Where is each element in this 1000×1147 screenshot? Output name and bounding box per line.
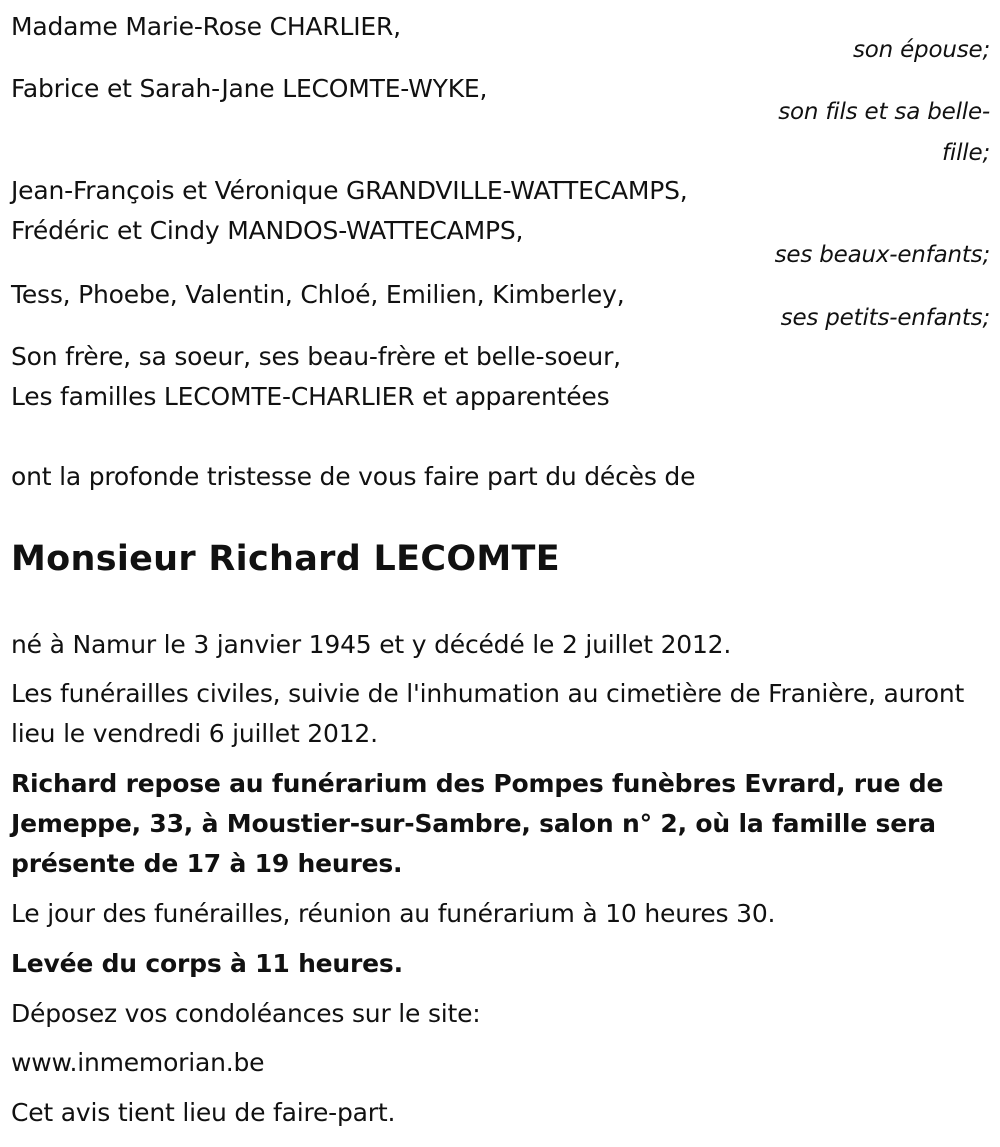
birth-death-text: né à Namur le 3 janvier 1945 et y décédé le 2 juillet 2012. [11,630,732,659]
departure-text: Levée du corps à 11 heures. [11,949,403,978]
deceased-name: Monsieur Richard LECOMTE [11,539,560,579]
family-name-son: Fabrice et Sarah-Jane LECOMTE-WYKE, [11,74,488,103]
website-link[interactable]: www.inmemorian.be [11,1048,265,1077]
notice-text: Cet avis tient lieu de faire-part. [11,1098,396,1127]
family-name-stepchild-2: Frédéric et Cindy MANDOS-WATTECAMPS, [11,216,524,245]
relation-spouse: son épouse; [852,37,990,63]
meeting-text: Le jour des funérailles, réunion au funérarium à 10 heures 30. [11,899,776,928]
relation-stepchildren: ses beaux-enfants; [774,242,990,268]
family-name-relatives: Les familles LECOMTE-CHARLIER et apparentées [11,382,610,411]
relation-son-line2: fille; [942,140,990,166]
family-name-stepchild-1: Jean-François et Véronique GRANDVILLE-WATTECAMPS, [11,176,688,205]
relation-grandchildren: ses petits-enfants; [780,305,990,331]
announcement-text: ont la profonde tristesse de vous faire part du décès de [11,462,696,491]
relation-son-line1: son fils et sa belle- [778,99,990,125]
condolences-text: Déposez vos condoléances sur le site: [11,999,481,1028]
family-name-siblings: Son frère, sa soeur, ses beau-frère et belle-soeur, [11,342,621,371]
family-name-grandchildren: Tess, Phoebe, Valentin, Chloé, Emilien, Kimberley, [11,280,625,309]
viewing-text: Richard repose au funérarium des Pompes funèbres Evrard, rue de Jemeppe, 33, à Moustier-sur-Sambre, salon n° 2, où la famille sera présente de 17 à 19 heures. [11,769,944,878]
funeral-text: Les funérailles civiles, suivie de l'inhumation au cimetière de Franière, auront lieu le vendredi 6 juillet 2012. [11,679,965,748]
family-name-spouse: Madame Marie-Rose CHARLIER, [11,12,401,41]
